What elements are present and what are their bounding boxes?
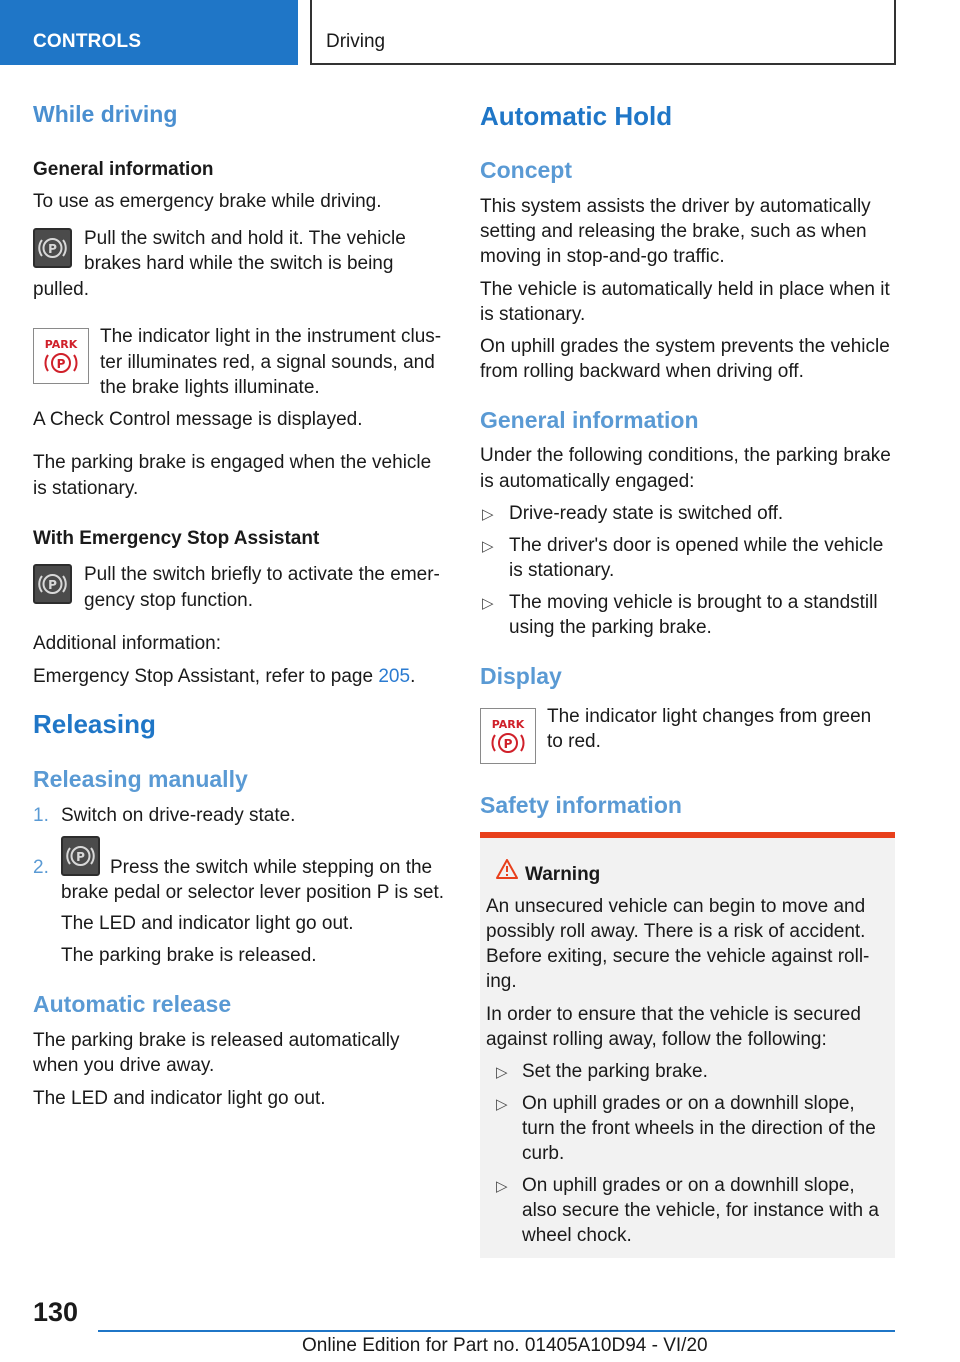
paragraph-line: Under the following conditions, the parking brake [480,445,891,466]
paragraph: The LED and indicator light go out. [33,1088,326,1109]
park-indicator-symbol: P [503,737,513,751]
list-item: The moving vehicle is brought to a standstill [509,592,878,613]
subheading-emergency-stop-assistant: With Emergency Stop Assistant [33,528,320,549]
footer-divider [98,1330,895,1332]
heading-releasing-manually: Releasing manually [33,766,248,792]
step-text: Switch on drive-ready state. [61,805,296,826]
paragraph-line: ter illuminates red, a signal sounds, and [100,352,435,373]
step-text: The LED and indicator light go out. [61,913,354,934]
paragraph-line: Pull the switch briefly to activate the emer‐ [84,564,440,585]
paragraph-line: On uphill grades the system prevents the vehicle [480,336,890,357]
paragraph-line: The vehicle is automatically held in place when it [480,279,890,300]
section-title: CONTROLS [33,31,142,52]
step-number: 2. [33,857,49,878]
warning-triangle-icon [496,859,518,879]
warning-box [480,832,895,1258]
bullet-icon: ▷ [496,1178,508,1195]
warning-text-line: In order to ensure that the vehicle is secured [486,1004,861,1025]
bullet-icon: ▷ [496,1096,508,1113]
chapter-tab [310,0,896,65]
warning-text-line: ing. [486,971,517,992]
step-number: 1. [33,805,49,826]
paragraph-line: The indicator light changes from green [547,706,872,727]
subheading-general-information: General information [33,159,214,180]
heading-while-driving: While driving [33,101,178,127]
paragraph-line: is stationary. [480,304,586,325]
paragraph-line: from rolling backward when driving off. [480,361,804,382]
page-number: 130 [33,1297,79,1327]
warning-text-line: An unsecured vehicle can begin to move and [486,896,866,917]
heading-automatic-release: Automatic release [33,991,232,1017]
paragraph: Additional information: [33,633,221,654]
link-suffix: . [410,666,416,687]
paragraph-line: to red. [547,731,601,752]
heading-display: Display [480,663,562,689]
heading-safety-information: Safety information [480,792,682,818]
paragraph-line: Pull the switch and hold it. The vehicle [84,228,406,249]
heading-general-information: General information [480,407,699,433]
bullet-icon: ▷ [482,538,494,555]
park-indicator-symbol: P [56,357,66,371]
chapter-title: Driving [326,31,386,52]
page-reference-link[interactable]: 205 [378,666,411,687]
link-prefix: Emergency Stop Assistant, refer to page [33,666,379,687]
warning-title: Warning [525,864,601,885]
paragraph-with-link [33,664,415,689]
list-item: The driver's door is opened while the vehicle [509,535,884,556]
paragraph-line: The parking brake is released automatically [33,1030,400,1051]
paragraph-line: pulled. [33,279,89,300]
paragraph-line: setting and releasing the brake, such as when [480,221,867,242]
warning-list-item: On uphill grades or on a downhill slope, [522,1093,855,1114]
warning-text-line: Before exiting, secure the vehicle against roll‐ [486,946,870,967]
paragraph-line: the brake lights illuminate. [100,377,320,398]
heading-concept: Concept [480,157,572,183]
heading-releasing: Releasing [33,709,156,739]
warning-list-item: turn the front wheels in the direction of the [522,1118,876,1139]
section-tab [0,0,298,65]
bullet-icon: ▷ [482,506,494,523]
paragraph-line: The parking brake is engaged when the vehicle [33,452,432,473]
paragraph-line: is stationary. [33,478,139,499]
paragraph-line: when you drive away. [33,1055,215,1076]
svg-text:P: P [76,850,85,864]
bullet-icon: ▷ [496,1064,508,1081]
warning-list-item: On uphill grades or on a downhill slope, [522,1175,855,1196]
parking-brake-switch-icon [33,564,72,604]
warning-list-item: also secure the vehicle, for instance with a [522,1200,879,1221]
park-indicator-icon [33,328,89,384]
paragraph-line: is automatically engaged: [480,471,695,492]
paragraph-line: brakes hard while the switch is being [84,253,394,274]
list-item: is stationary. [509,560,615,581]
svg-text:P: P [48,242,57,256]
warning-text-line: against rolling away, follow the following: [486,1029,827,1050]
paragraph-line: This system assists the driver by automatically [480,196,871,217]
park-indicator-label: PARK [44,338,78,351]
step-text: The parking brake is released. [61,945,317,966]
warning-list-item: wheel chock. [522,1225,632,1246]
paragraph-line: The indicator light in the instrument clus‐ [100,326,442,347]
step-text: brake pedal or selector lever position P is set. [61,882,445,903]
paragraph: A Check Control message is displayed. [33,409,363,430]
parking-brake-switch-icon [33,228,72,268]
warning-list-item: Set the parking brake. [522,1061,708,1082]
edition-text: Online Edition for Part no. 01405A10D94 - VI/20 [302,1335,708,1356]
step-text: Press the switch while stepping on the [110,857,433,878]
paragraph: To use as emergency brake while driving. [33,191,382,212]
warning-text-line: possibly roll away. There is a risk of accident. [486,921,866,942]
park-indicator-label: PARK [491,718,525,731]
warning-list-item: curb. [522,1143,565,1164]
bullet-icon: ▷ [482,595,494,612]
heading-automatic-hold: Automatic Hold [480,101,673,131]
park-indicator-icon [480,708,536,764]
paragraph-line: gency stop function. [84,590,253,611]
list-item: using the parking brake. [509,617,712,638]
paragraph-line: moving in stop-and-go traffic. [480,246,725,267]
svg-text:P: P [48,578,57,592]
parking-brake-switch-icon [61,836,100,876]
list-item: Drive-ready state is switched off. [509,503,784,524]
